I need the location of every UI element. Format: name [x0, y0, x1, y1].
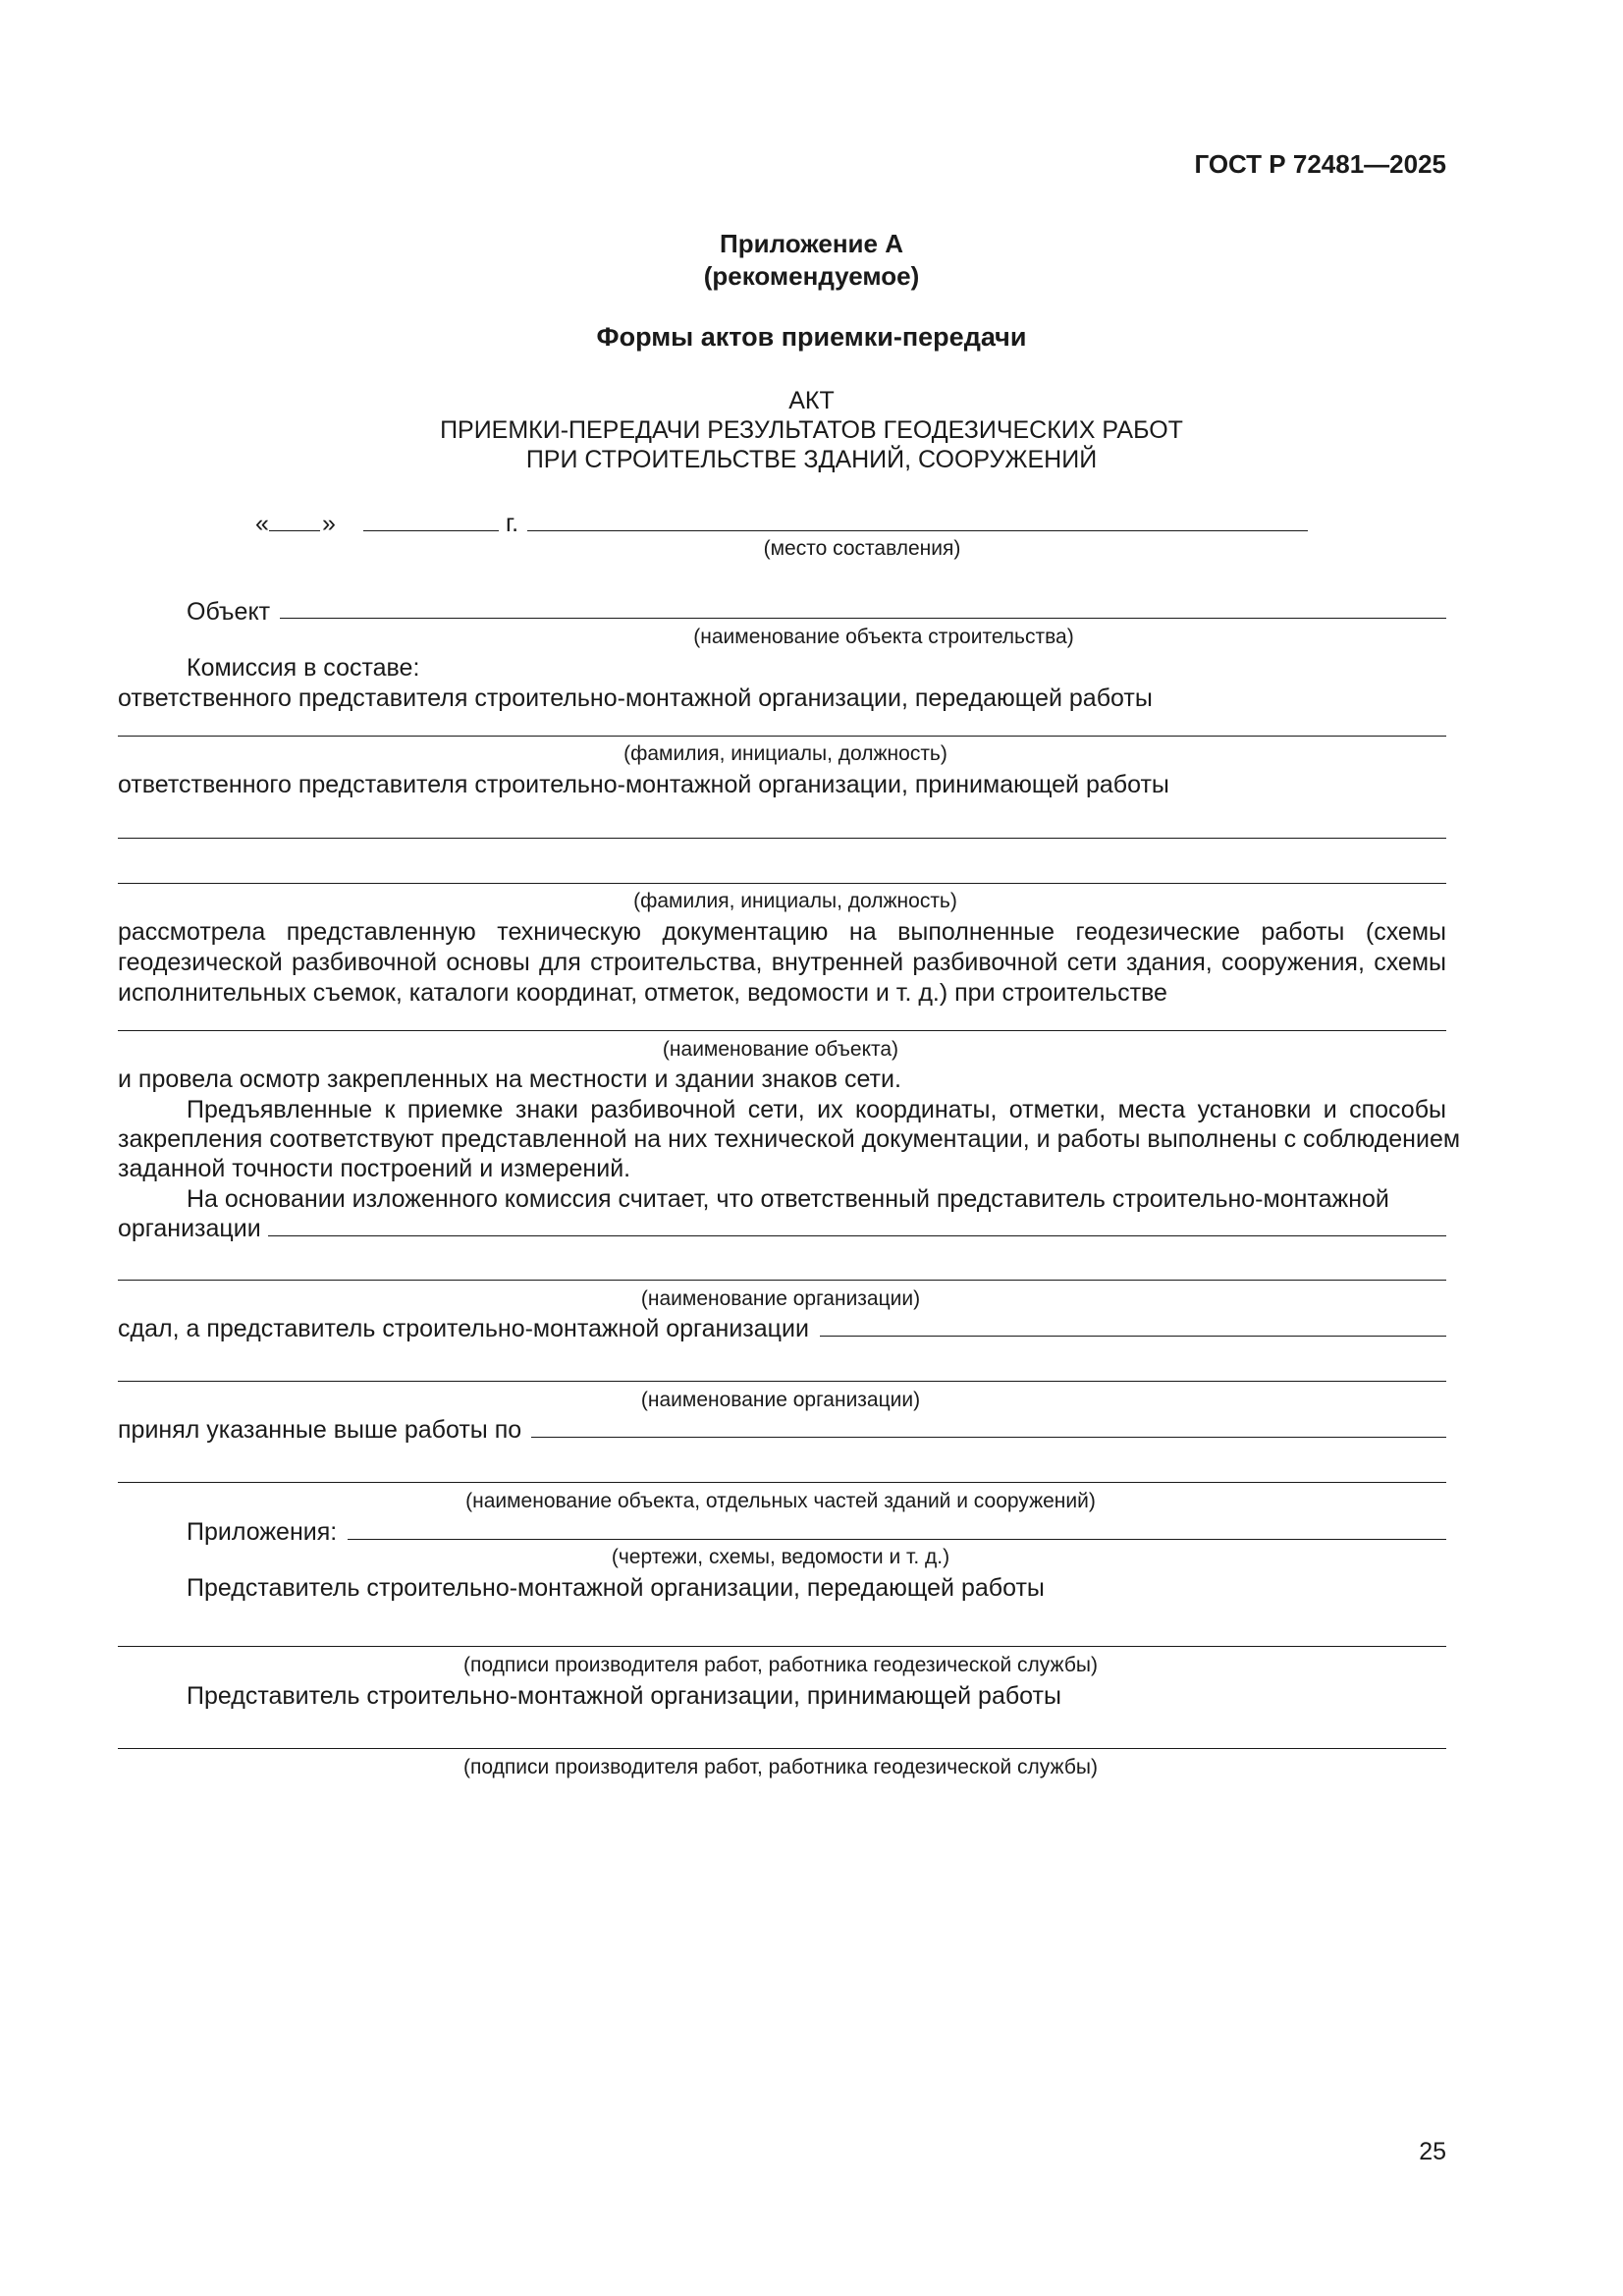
attachments-caption: (чертежи, схемы, ведомости и т. д.): [611, 1546, 950, 1568]
place-caption: (место составления): [763, 537, 961, 560]
place-blank[interactable]: [527, 530, 1308, 531]
organization-blank-1[interactable]: [268, 1235, 1446, 1236]
month-blank[interactable]: [363, 530, 499, 531]
object-caption: (наименование объекта строительства): [693, 626, 1074, 648]
signs-line-2: закрепления соответствуют представленной на них технической документации, и работы выполнены с соблюдением: [118, 1125, 1461, 1153]
act-subtitle-line-1: ПРИЕМКИ-ПЕРЕДАЧИ РЕЗУЛЬТАТОВ ГЕОДЕЗИЧЕСКИХ РАБОТ: [440, 416, 1183, 444]
transferring-signature-blank[interactable]: [118, 1646, 1446, 1647]
transferring-signature-label: Представитель строительно-монтажной организации, передающей работы: [187, 1574, 1045, 1602]
signs-line-1: Предъявленные к приемке знаки разбивочной сети, их координаты, отметки, места установки и способы: [187, 1096, 1446, 1123]
day-blank[interactable]: [269, 530, 320, 531]
transferring-rep-blank[interactable]: [118, 736, 1446, 737]
accepted-works-blank-2[interactable]: [118, 1482, 1446, 1483]
signs-line-3: заданной точности построений и измерений.: [118, 1155, 631, 1182]
receiving-organization-blank-2[interactable]: [118, 1381, 1446, 1382]
act-title: АКТ: [788, 387, 835, 414]
organization-caption-1: (наименование организации): [640, 1287, 921, 1310]
appendix-subtitle: (рекомендуемое): [703, 261, 920, 291]
review-line-2: геодезической разбивочной основы для строительства, внутренней разбивочной сети здания, сооружения, схемы: [118, 949, 1446, 976]
review-line-1: рассмотрела представленную техническую документацию на выполненные геодезические работы (схемы: [118, 918, 1446, 946]
receiving-rep-blank-1[interactable]: [118, 838, 1446, 839]
accepted-text: принял указанные выше работы по: [118, 1416, 522, 1444]
object-blank[interactable]: [280, 618, 1446, 619]
receiving-signature-label: Представитель строительно-монтажной организации, принимающей работы: [187, 1682, 1061, 1710]
organization-blank-2[interactable]: [118, 1280, 1446, 1281]
organization-label: организации: [118, 1215, 261, 1242]
handed-over-text: сдал, а представитель строительно-монтажной организации: [118, 1315, 809, 1342]
object-label: Объект: [187, 598, 271, 626]
inspection-text: и провела осмотр закрепленных на местности и здании знаков сети.: [118, 1066, 901, 1093]
review-line-3: исполнительных съемок, каталоги координат, отметок, ведомости и т. д.) при строительстве: [118, 979, 1167, 1007]
standard-id: ГОСТ Р 72481—2025: [1194, 149, 1446, 179]
receiving-organization-blank-1[interactable]: [820, 1336, 1446, 1337]
receiving-signature-blank[interactable]: [118, 1748, 1446, 1749]
year-suffix: г.: [506, 510, 519, 537]
receiving-signature-caption: (подписи производителя работ, работника геодезической службы): [463, 1756, 1098, 1778]
transferring-rep-caption: (фамилия, инициалы, должность): [623, 742, 947, 765]
accepted-works-caption: (наименование объекта, отдельных частей зданий и сооружений): [465, 1490, 1096, 1512]
transferring-rep-text: ответственного представителя строительно-монтажной организации, передающей работы: [118, 684, 1153, 712]
transferring-signature-caption: (подписи производителя работ, работника геодезической службы): [463, 1654, 1098, 1676]
receiving-rep-text: ответственного представителя строительно-монтажной организации, принимающей работы: [118, 771, 1169, 798]
organization-caption-2: (наименование организации): [640, 1389, 921, 1411]
date-open-quote: «: [255, 510, 269, 537]
act-subtitle-line-2: ПРИ СТРОИТЕЛЬСТВЕ ЗДАНИЙ, СООРУЖЕНИЙ: [525, 446, 1098, 473]
conclusion-line-1: На основании изложенного комиссия считает, что ответственный представитель строительно-монтажной: [187, 1185, 1389, 1213]
date-close-quote: »: [322, 510, 336, 537]
construction-object-caption: (наименование объекта): [662, 1038, 899, 1061]
attachments-label: Приложения:: [187, 1518, 338, 1546]
appendix-title: Приложение А: [720, 229, 903, 258]
section-title: Формы актов приемки-передачи: [596, 322, 1027, 352]
attachments-blank[interactable]: [348, 1539, 1446, 1540]
receiving-rep-blank-2[interactable]: [118, 883, 1446, 884]
page-number: 25: [1419, 2138, 1446, 2165]
construction-object-blank[interactable]: [118, 1030, 1446, 1031]
accepted-works-blank-1[interactable]: [531, 1437, 1446, 1438]
receiving-rep-caption: (фамилия, инициалы, должность): [633, 890, 957, 912]
commission-label: Комиссия в составе:: [187, 654, 420, 682]
